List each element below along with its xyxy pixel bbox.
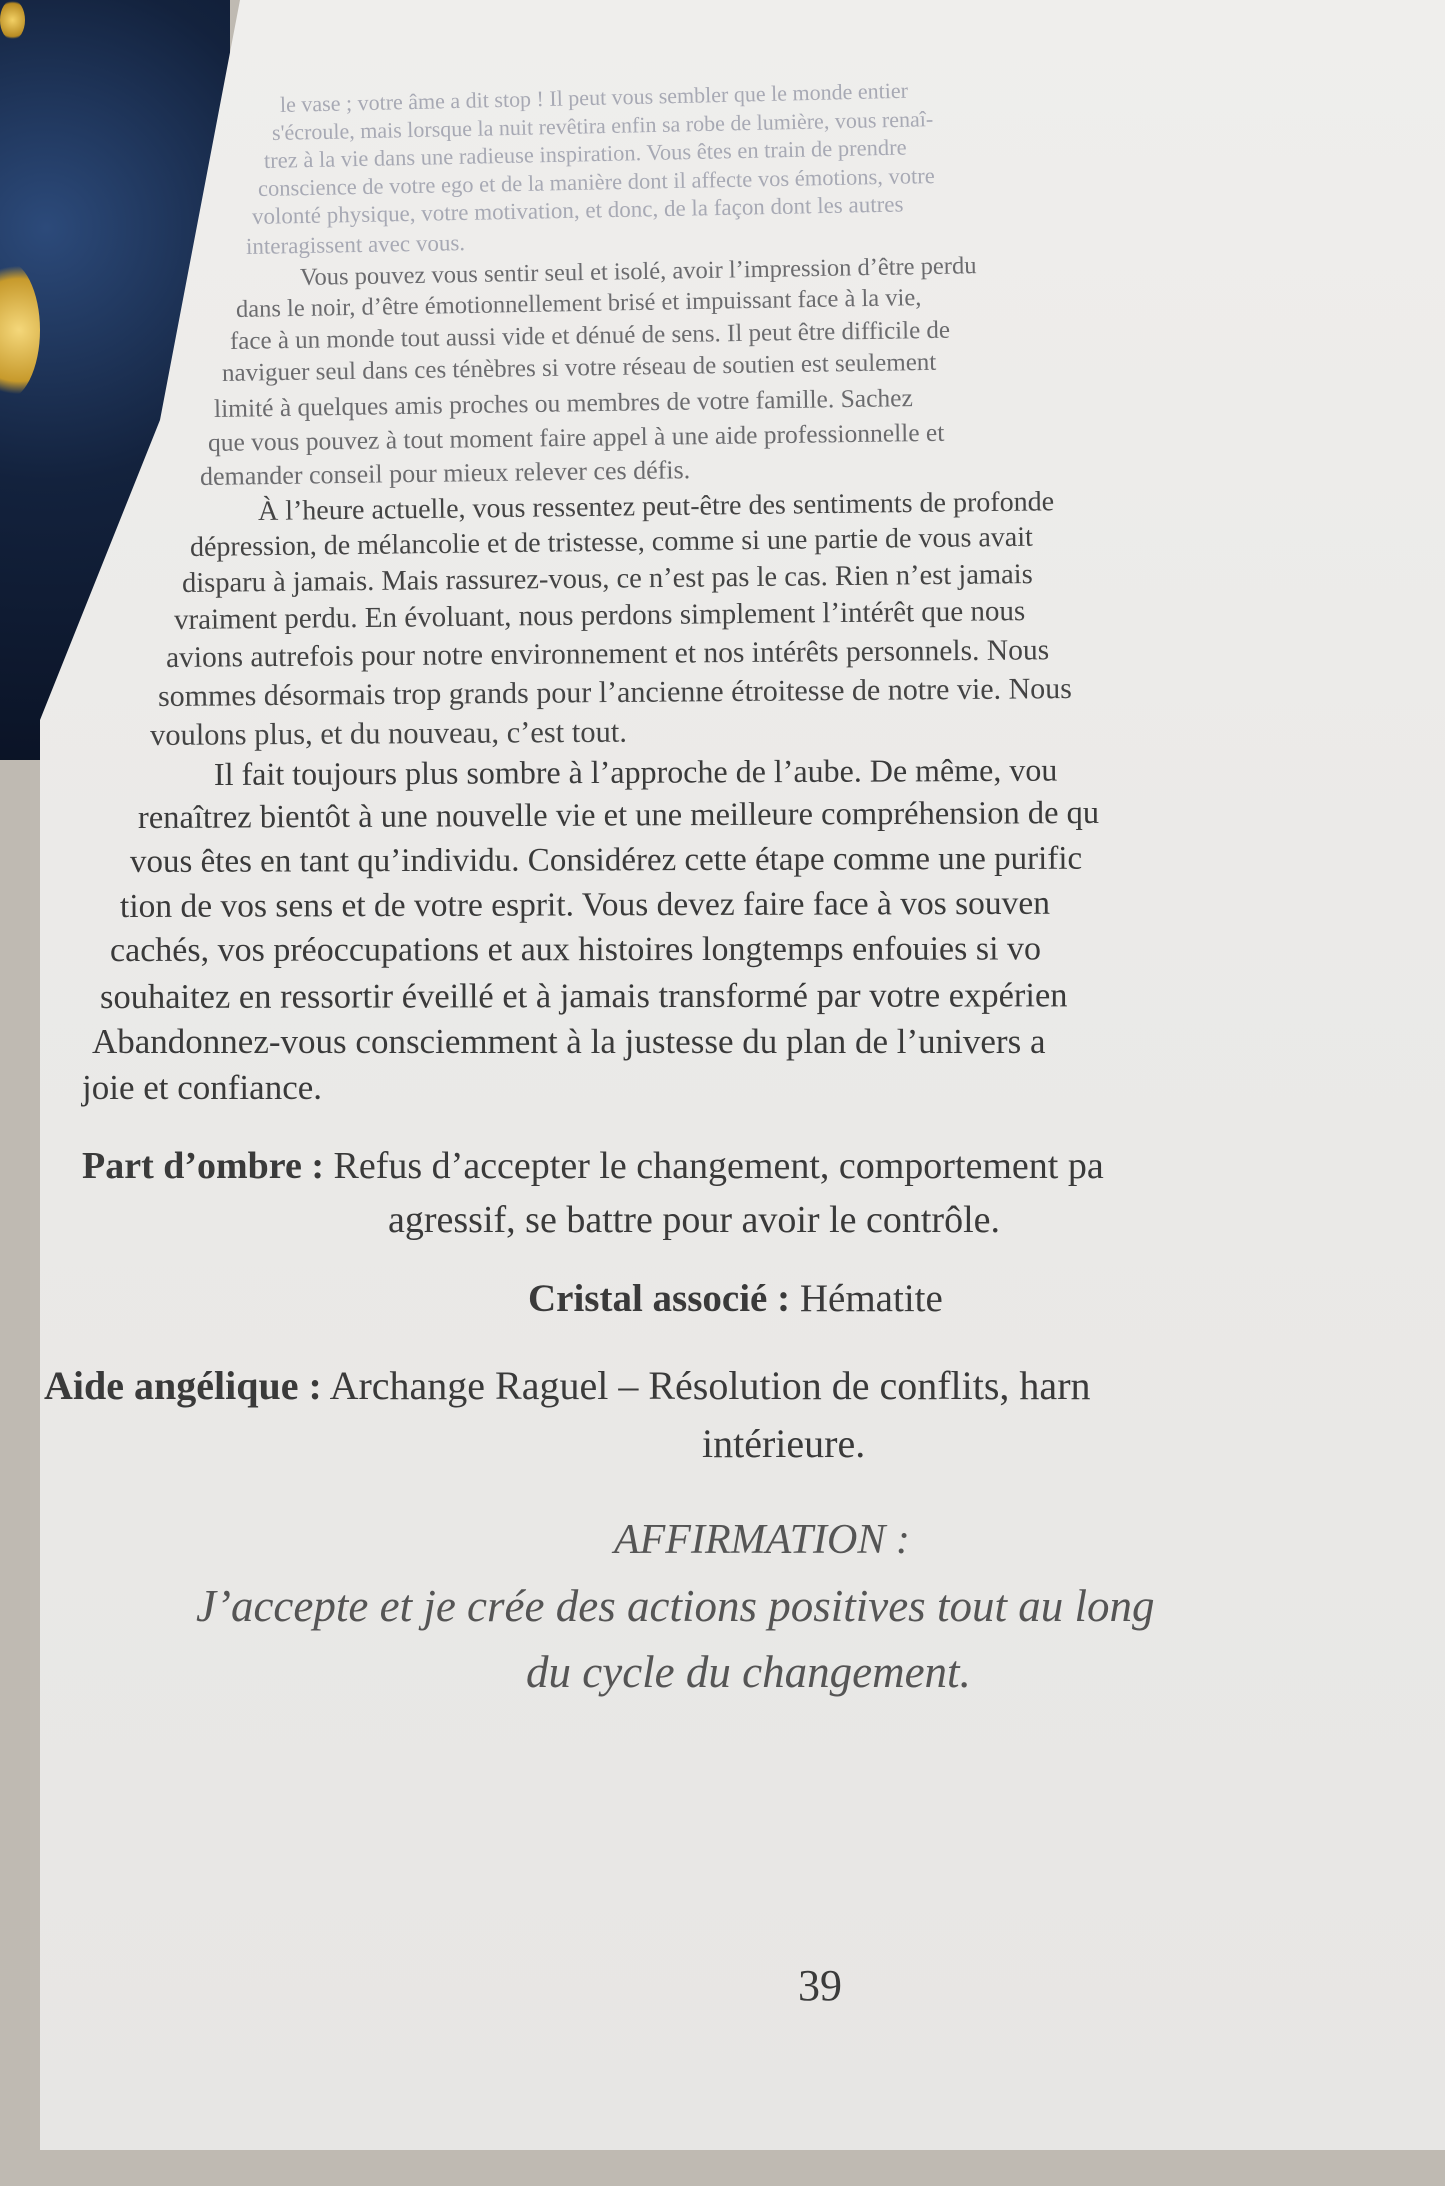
- affirmation-heading: AFFIRMATION :: [614, 1517, 910, 1563]
- angel-label: Aide angélique :: [44, 1363, 322, 1408]
- crystal-label: Cristal associé :: [528, 1277, 791, 1320]
- text-line: le vase ; votre âme a dit stop ! Il peut vous sembler que le monde entier: [279, 77, 909, 117]
- shadow-text: Refus d’accepter le changement, comportement pa: [324, 1145, 1104, 1187]
- affirmation-line: du cycle du changement.: [526, 1647, 971, 1697]
- text-line: dépression, de mélancolie et de tristesse, comme si une partie de vous avait: [189, 521, 1033, 563]
- text-line: interagissent avec vous.: [245, 230, 466, 259]
- text-line: souhaitez en ressortir éveillé et à jamais transformé par votre expérien: [99, 976, 1068, 1016]
- shadow-text-continued: agressif, se battre pour avoir le contrôle.: [388, 1199, 1000, 1241]
- angel-section: [44, 1362, 1091, 1409]
- text-line: joie et confiance.: [82, 1068, 323, 1107]
- text-line: vous êtes en tant qu’individu. Considérez cette étape comme une purific: [129, 840, 1083, 880]
- page-number: 39: [798, 1961, 842, 2010]
- crystal-section: [528, 1276, 943, 1321]
- text-line: limité à quelques amis proches ou membres de votre famille. Sachez: [213, 383, 914, 423]
- angel-text: Archange Raguel – Résolution de conflits, harn: [321, 1363, 1091, 1408]
- text-line: tion de vos sens et de votre esprit. Vous devez faire face à vos souven: [119, 884, 1051, 925]
- text-line: naviguer seul dans ces ténèbres si votre réseau de soutien est seulement: [221, 348, 937, 387]
- crystal-value: Hématite: [790, 1277, 943, 1320]
- text-line: renaîtrez bientôt à une nouvelle vie et une meilleure compréhension de qu: [137, 794, 1100, 836]
- text-line: disparu à jamais. Mais rassurez-vous, ce n’est pas le cas. Rien n’est jamais: [181, 559, 1033, 599]
- text-line: dans le noir, d’être émotionnellement brisé et impuissant face à la vie,: [235, 284, 922, 323]
- text-line: trez à la vie dans une radieuse inspiration. Vous êtes en train de prendre: [263, 134, 907, 173]
- text-line: voulons plus, et du nouveau, c’est tout.: [149, 714, 628, 752]
- angel-text-continued: intérieure.: [702, 1421, 866, 1466]
- text-line: conscience de votre ego et de la manière dont il affecte vos émotions, votre: [257, 163, 935, 201]
- text-line: que vous pouvez à tout moment faire appel à une aide professionnelle et: [207, 417, 945, 457]
- text-line: Abandonnez-vous consciemment à la justesse du plan de l’univers a: [92, 1022, 1046, 1061]
- shadow-label: Part d’ombre :: [82, 1145, 325, 1187]
- text-line: s'écroule, mais lorsque la nuit revêtira enfin sa robe de lumière, vous renaî-: [271, 106, 934, 145]
- text-line: cachés, vos préoccupations et aux histoires longtemps enfouies si vo: [109, 930, 1042, 969]
- text-line: vraiment perdu. En évoluant, nous perdons simplement l’intérêt que nous: [173, 595, 1026, 636]
- text-line: Il fait toujours plus sombre à l’approche de l’aube. De même, vou: [213, 751, 1058, 792]
- text-line: Vous pouvez vous sentir seul et isolé, avoir l’impression d’être perdu: [299, 252, 977, 291]
- text-line: volonté physique, votre motivation, et donc, de la façon dont les autres: [251, 191, 904, 229]
- text-line: face à un monde tout aussi vide et dénué de sens. Il peut être difficile de: [229, 316, 951, 355]
- text-line: avions autrefois pour notre environnement et nos intérêts personnels. Nous: [165, 634, 1050, 674]
- text-line: sommes désormais trop grands pour l’ancienne étroitesse de notre vie. Nous: [157, 672, 1073, 713]
- affirmation-line: J’accepte et je crée des actions positives tout au long: [196, 1581, 1155, 1631]
- text-line: demander conseil pour mieux relever ces défis.: [199, 455, 691, 491]
- text-line: À l’heure actuelle, vous ressentez peut-être des sentiments de profonde: [257, 486, 1055, 527]
- shadow-section: [82, 1144, 1104, 1188]
